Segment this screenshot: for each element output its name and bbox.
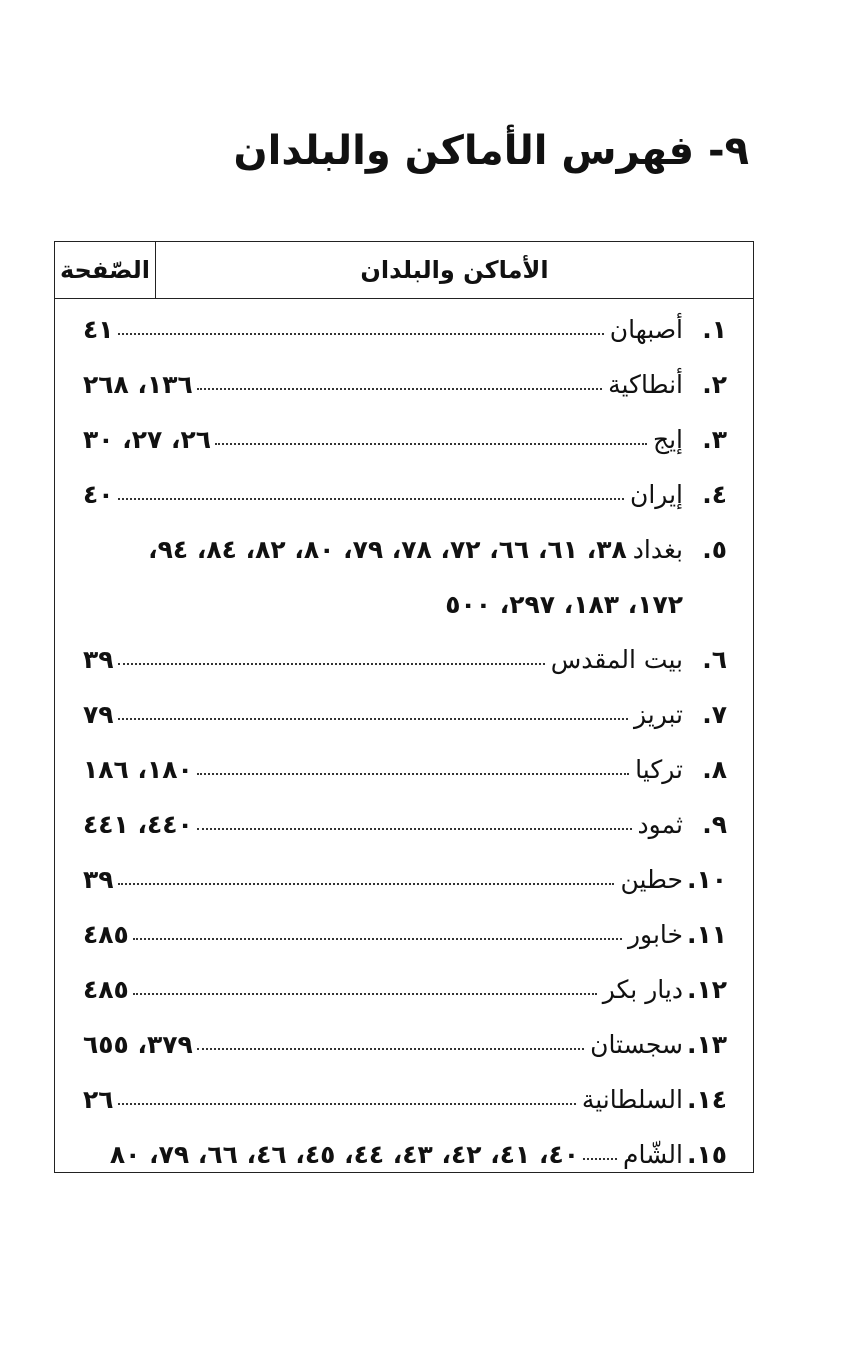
page-numbers: ٣٩ [83,865,114,894]
index-row [83,524,727,564]
row-number: ١٤. [686,1085,727,1114]
index-row [83,304,727,344]
row-number: ٢. [702,370,727,399]
leader-dots [118,663,545,665]
page-numbers: ٣٨، ٦١، ٦٦، ٧٢، ٧٨، ٧٩، ٨٠، ٨٢، ٨٤، ٩٤، [148,535,627,564]
leader-dots [197,773,629,775]
leader-dots [118,498,624,500]
index-row [83,744,727,784]
place-name: إيران [629,480,683,509]
leader-dots [133,938,622,940]
index-row [83,909,727,949]
place-name: إيج [652,425,683,454]
place-name: أصبهان [609,315,683,344]
leader-dots [583,1158,617,1160]
row-number: ٧. [702,700,727,729]
row-number: ٤. [702,480,727,509]
place-name: خابور [627,920,683,949]
page-numbers: ٤٤٠، ٤٤١ [83,810,193,839]
page-numbers: ١٨٠، ١٨٦ [83,755,193,784]
place-name: بغداد [632,535,683,564]
leader-dots [118,883,615,885]
place-name: تبريز [633,700,683,729]
leader-dots [197,1048,584,1050]
index-row [83,1019,727,1059]
leader-dots [133,993,597,995]
row-number: ٦. [702,645,727,674]
leader-dots [118,718,628,720]
row-number: ٩. [702,810,727,839]
row-number: ١٣. [686,1030,727,1059]
page-numbers: ٤٨٥ [83,975,129,1004]
page-numbers: ٤٠، ٤١، ٤٢، ٤٣، ٤٤، ٤٥، ٤٦، ٦٦، ٧٩، ٨٠ [109,1140,580,1169]
row-number: ١٥. [686,1140,727,1169]
index-row [83,414,727,454]
index-row [83,689,727,729]
index-row [83,359,727,399]
place-name: بيت المقدس [550,645,683,674]
place-name: حطين [620,865,683,894]
leader-dots [197,828,632,830]
page-numbers: ٢٦ [83,1085,114,1114]
page-numbers: ٤٠ [83,480,114,509]
column-header-page: الصّفحة [55,242,156,298]
row-number: ١. [702,315,727,344]
column-header-places: الأماكن والبلدان [360,256,549,284]
index-row [83,964,727,1004]
index-row [83,634,727,674]
leader-dots [215,443,647,445]
place-name: الشّام [623,1140,683,1169]
page-title: ٩- فهرس الأماكن والبلدان [233,128,749,174]
page-numbers: ٤٨٥ [83,920,129,949]
place-name: السلطانية [581,1085,683,1114]
index-row [83,854,727,894]
index-row [83,799,727,839]
page-numbers-continued: ١٧٢، ١٨٣، ٢٩٧، ٥٠٠ [445,590,683,619]
place-name: ثمود [637,810,683,839]
row-number: ١٠. [686,865,727,894]
row-number: ٥. [702,535,727,564]
table-header [55,242,753,299]
index-row [83,1129,727,1169]
leader-dots [118,1103,576,1105]
page-numbers: ٣٧٩، ٦٥٥ [83,1030,193,1059]
leader-dots [118,333,604,335]
page-numbers: ٧٩ [83,700,114,729]
places-index-table [54,241,754,1173]
row-number: ٣. [702,425,727,454]
page-numbers: ٢٦، ٢٧، ٣٠ [83,425,211,454]
leader-dots [197,388,602,390]
page-numbers: ٣٩ [83,645,114,674]
index-row [83,469,727,509]
page-numbers: ٤١ [83,315,114,344]
place-name: تركيا [635,755,683,784]
place-name: أنطاكية [608,370,683,399]
place-name: ديار بكر [602,975,683,1004]
page-numbers: ١٣٦، ٢٦٨ [83,370,193,399]
row-number: ١٢. [686,975,727,1004]
row-number: ١١. [686,920,727,949]
place-name: سجستان [590,1030,683,1059]
row-number: ٨. [702,755,727,784]
index-row [83,1074,727,1114]
